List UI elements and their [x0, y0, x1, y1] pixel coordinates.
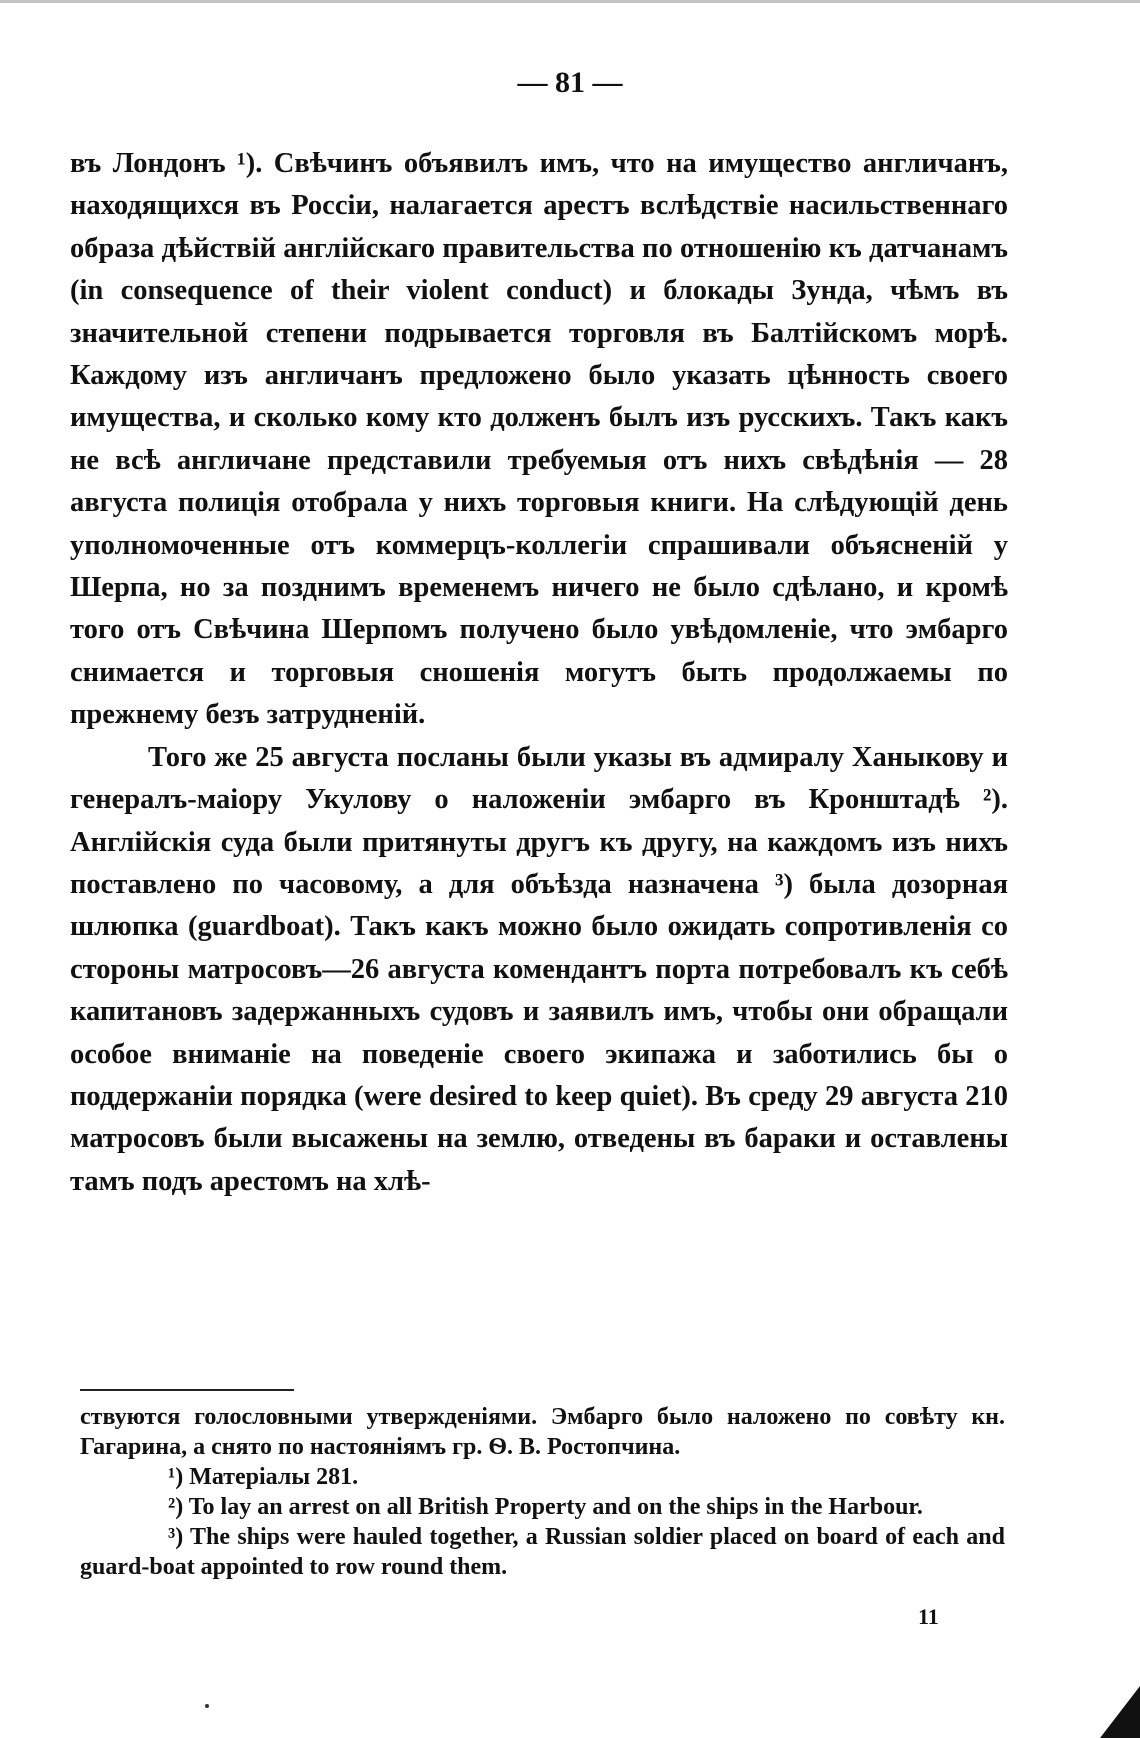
footnote-continuation: ствуются голословными утвержденіями. Эмбарго было наложено по совѣту кн. Гагарина, а снято по настояніямъ гр. Ѳ. В. Ростопчина.: [80, 1404, 1005, 1460]
page-corner-arrow-icon: [1100, 1686, 1140, 1738]
main-text: [70, 143, 1008, 1203]
footnote-1: ¹) Матеріалы 281.: [168, 1464, 359, 1490]
scan-top-edge: [0, 0, 1140, 3]
footnote-3: ³) The ships were hauled together, a Russian soldier placed on board of each and guard-boat appointed to row round them.: [80, 1524, 1005, 1580]
ink-speck: [205, 1704, 209, 1708]
footnote-divider: [80, 1389, 294, 1391]
paragraph-1: въ Лондонъ ¹). Свѣчинъ объявилъ имъ, что на имущество англичанъ, находящихся въ Россіи, налагается арестъ вслѣдствіе насильственнаго образа дѣйствій англійскаго правительства по отношенію къ датчанамъ (in consequence of their violent conduct) и блокады Зунда, чѣмъ въ значительной степени подрывается торговля въ Балтійскомъ морѣ. Каждому изъ англичанъ предложено было указать цѣнность своего имущества, и сколько кому кто долженъ былъ изъ русскихъ. Такъ какъ не всѣ англичане представили требуемыя отъ нихъ свѣдѣнія — 28 августа полиція отобрала у нихъ торговыя книги. На слѣдующій день уполномоченные отъ коммерцъ-коллегіи спрашивали объясненій у Шерпа, но за позднимъ временемъ ничего не было сдѣлано, и кромѣ того отъ Свѣчина Шерпомъ получено было увѣдомленіе, что эмбарго снимается и торговыя сношенія могутъ быть продолжаемы по прежнему безъ затрудненій.: [70, 148, 1008, 731]
page-number-header: — 81 —: [517, 66, 623, 99]
signature-mark: 11: [918, 1604, 939, 1629]
footnote-2: ²) To lay an arrest on all British Property and on the ships in the Harbour.: [168, 1494, 923, 1520]
paragraph-2: Того же 25 августа посланы были указы въ адмиралу Ханыкову и генералъ-маіору Укулову о наложеніи эмбарго въ Кронштадѣ ²). Англійскія суда были притянуты другъ къ другу, на каждомъ изъ нихъ поставлено по часовому, а для объѣзда назначена ³) была дозорная шлюпка (guardboat). Такъ какъ можно было ожидать сопротивленія со стороны матросовъ—26 августа комендантъ порта потребовалъ къ себѣ капитановъ задержанныхъ судовъ и заявилъ имъ, чтобы они обращали особое вниманіе на поведеніе своего экипажа и заботились бы о поддержаніи порядка (were desired to keep quiet). Въ среду 29 августа 210 матросовъ были высажены на землю, отведены въ бараки и оставлены тамъ подъ арестомъ на хлѣ-: [70, 741, 1008, 1197]
footnotes: [80, 1402, 1005, 1582]
